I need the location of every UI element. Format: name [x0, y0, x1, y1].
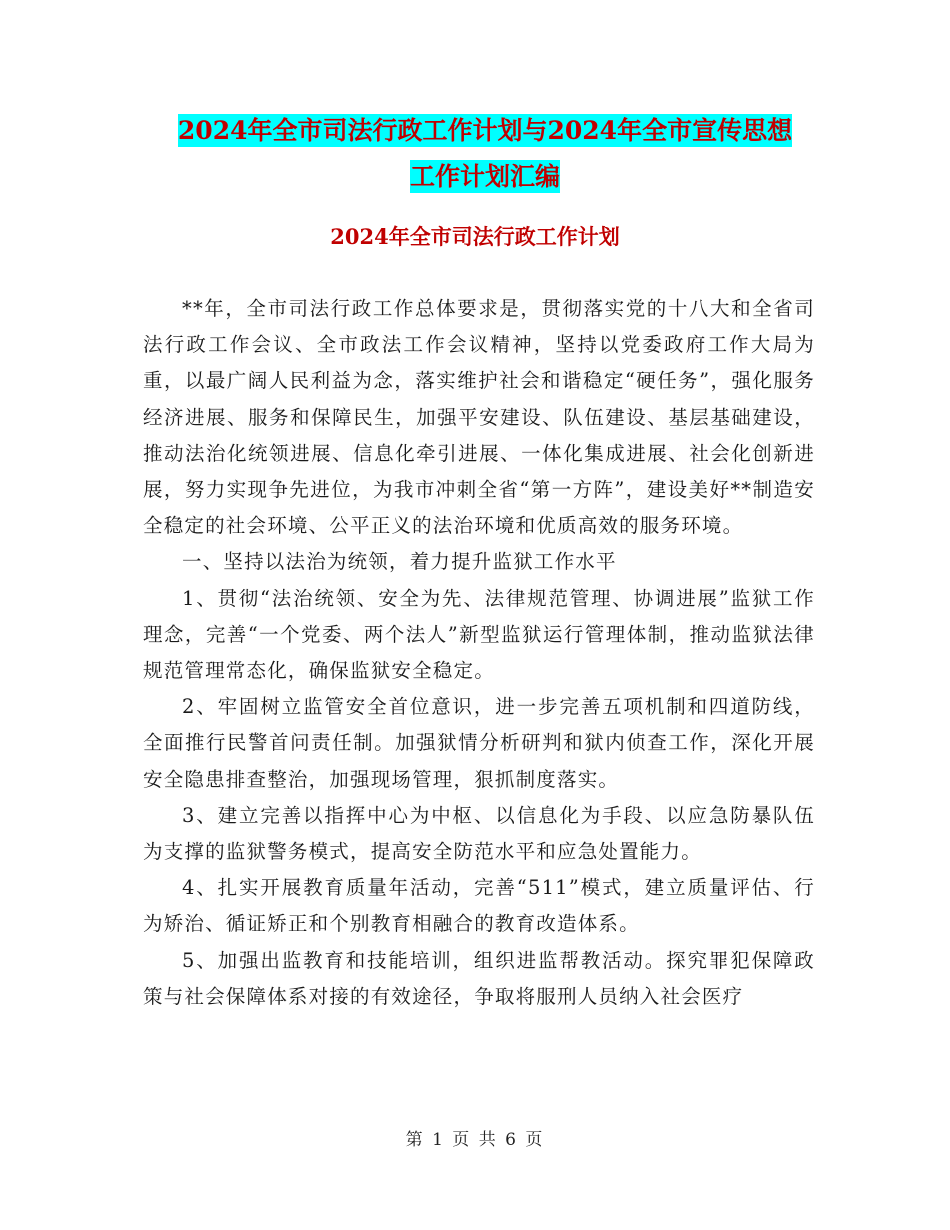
document-body — [143, 291, 815, 1015]
document-title-line-2: 工作计划汇编 — [409, 162, 560, 191]
document-title — [140, 108, 830, 200]
document-title-line-1: 2024年全市司法行政工作计划与2024年全市宣传思想 — [177, 116, 793, 145]
paragraph-item-5: 5、加强出监教育和技能培训，组织进监帮教活动。探究罪犯保障政策与社会保障体系对接的有效途径，争取将服刑人员纳入社会医疗 — [143, 948, 815, 1008]
paragraph-item-1: 1、贯彻“法治统领、安全为先、法律规范管理、协调进展”监狱工作理念，完善“一个党委、两个法人”新型监狱运行管理体制，推动监狱法律规范管理常态化，确保监狱安全稳定。 — [143, 586, 815, 683]
page-footer: 第 1 页 共 6 页 — [405, 1130, 545, 1150]
paragraph-item-2: 2、牢固树立监管安全首位意识，进一步完善五项机制和四道防线，全面推行民警首问责任制。加强狱情分析研判和狱内侦查工作，深化开展安全隐患排查整治，加强现场管理，狠抓制度落实。 — [143, 695, 815, 791]
paragraph-item-3: 3、建立完善以指挥中心为中枢、以信息化为手段、以应急防暴队伍为支撑的监狱警务模式，提高安全防范水平和应急处置能力。 — [143, 803, 815, 864]
paragraph-item-4: 4、扎实开展教育质量年活动，完善“511”模式，建立质量评估、行为矫治、循证矫正和个别教育相融合的教育改造体系。 — [143, 876, 815, 936]
paragraph-heading-1: 一、坚持以法治为统领，着力提升监狱工作水平 — [182, 550, 617, 574]
section-title: 2024年全市司法行政工作计划 — [330, 224, 620, 249]
paragraph-intro: **年，全市司法行政工作总体要求是，贯彻落实党的十八大和全省司法行政工作会议、全市政法工作会议精神，坚持以党委政府工作大局为重，以最广阔人民利益为念，落实维护社会和谐稳定“硬任务”，强化服务经济进展、服务和保障民生，加强平安建设、队伍建设、基层基础建设，推动法治化统领进展、信息化牵引进展、一体化集成进展、社会化创新进展，努力实现争先进位，为我市冲刺全省“第一方阵”，建设美好**制造安全稳定的社会环境、公平正义的法治环境和优质高效的服务环境。 — [143, 297, 815, 538]
